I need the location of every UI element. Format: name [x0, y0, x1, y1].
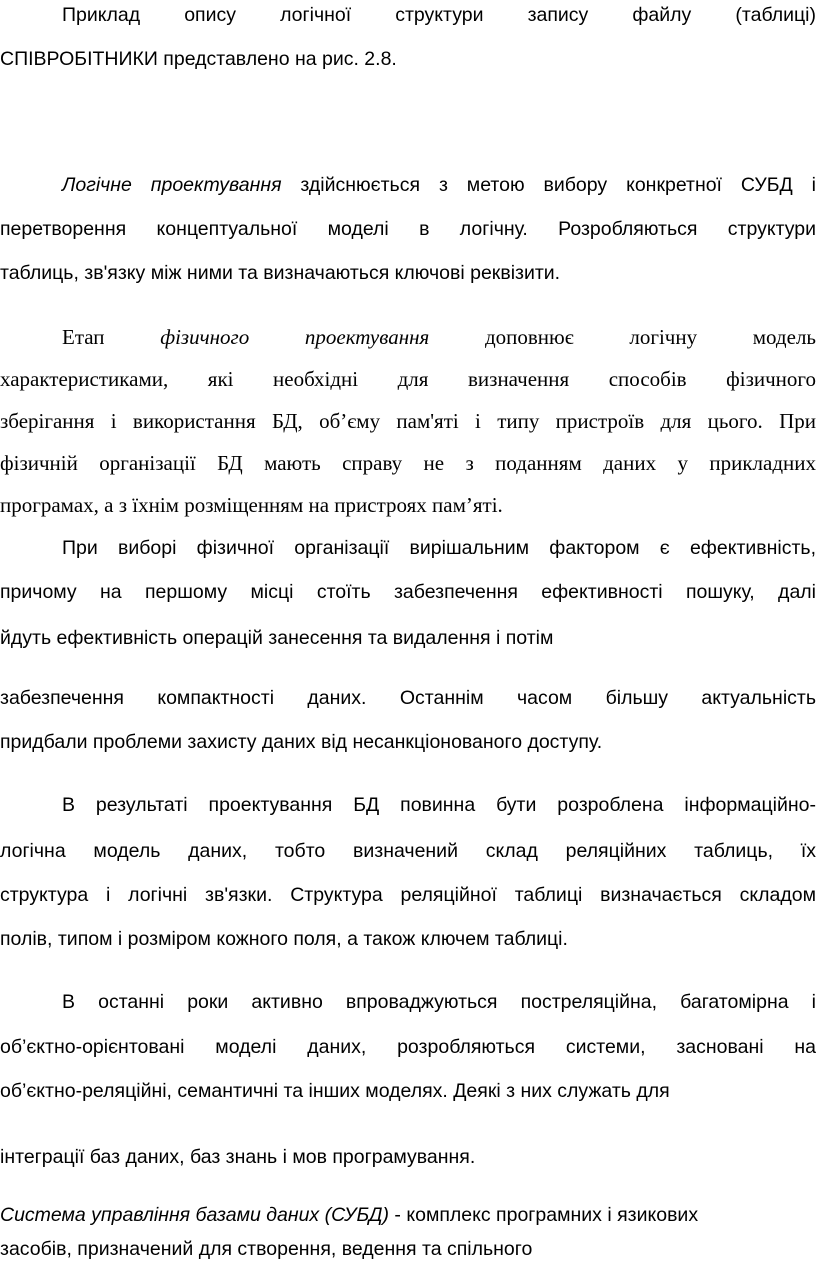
paragraph-line: Логічне проектування здійснюється з метою вибору конкретної СУБД і	[62, 174, 816, 196]
paragraph-line: Система управління базами даних (СУБД) - комплекс програмних і язикових	[0, 1204, 699, 1226]
paragraph-line: причому на першому місці стоїть забезпечення ефективності пошуку, далі	[0, 581, 816, 603]
paragraph-line: структура і логічні зв'язки. Структура реляційної таблиці визначається складом	[0, 884, 816, 906]
paragraph-line: об’єктно-орієнтовані моделі даних, розробляються системи, засновані на	[0, 1036, 816, 1058]
paragraph-line: забезпечення компактності даних. Останнім часом більшу актуальність	[0, 687, 816, 709]
paragraph-line: характеристиками, які необхідні для визначення способів фізичного	[0, 367, 816, 391]
paragraph-line: логічна модель даних, тобто визначений склад реляційних таблиць, їх	[0, 840, 816, 862]
paragraph-line: зберігання і використання БД, об’єму пам'яті і типу пристроїв для цього. При	[0, 409, 816, 433]
paragraph-line: об’єктно-реляційні, семантичні та інших моделях. Деякі з них служать для	[0, 1080, 670, 1102]
paragraph-line: програмах, а з їхнім розміщенням на пристроях пам’яті.	[0, 493, 503, 517]
paragraph-line: Етап фізичного проектування доповнює логічну модель	[62, 325, 816, 349]
paragraph-line: В останні роки активно впроваджуються постреляційна, багатомірна і	[62, 991, 816, 1013]
paragraph-line: СПІВРОБІТНИКИ представлено на рис. 2.8.	[0, 48, 397, 70]
paragraph-line: йдуть ефективність операцій занесення та видалення і потім	[0, 627, 554, 649]
italic-term: фізичного проектування	[160, 325, 430, 349]
italic-term: Логічне проектування	[62, 174, 282, 196]
paragraph-line: засобів, призначений для створення, ведення та спільного	[0, 1238, 533, 1260]
paragraph-line: таблиць, зв'язку між ними та визначаються ключові реквізити.	[0, 262, 561, 284]
paragraph-line: Приклад опису логічної структури запису файлу (таблиці)	[62, 4, 816, 26]
paragraph-line: інтеграції баз даних, баз знань і мов програмування.	[0, 1146, 476, 1168]
italic-term: Система управління базами даних (СУБД)	[0, 1204, 390, 1226]
paragraph-line: В результаті проектування БД повинна бути розроблена інформаційно-	[62, 794, 816, 816]
paragraph-line: При виборі фізичної організації вирішальним фактором є ефективність,	[62, 537, 816, 559]
paragraph-line: придбали проблеми захисту даних від несанкціонованого доступу.	[0, 731, 603, 753]
paragraph-line: перетворення концептуальної моделі в логічну. Розробляються структури	[0, 218, 816, 240]
paragraph-line: фізичній організації БД мають справу не з поданням даних у прикладних	[0, 451, 816, 475]
paragraph-line: полів, типом і розміром кожного поля, а також ключем таблиці.	[0, 928, 568, 950]
